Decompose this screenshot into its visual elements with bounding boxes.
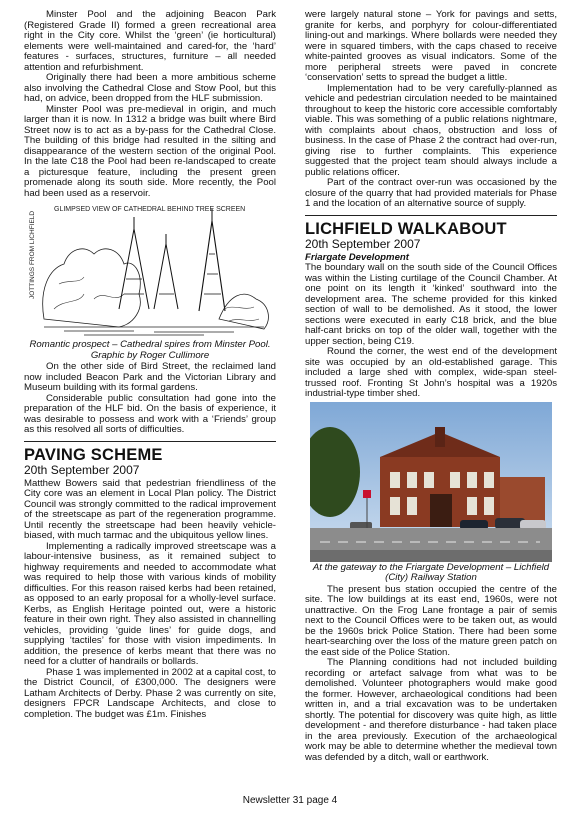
right-column xyxy=(305,10,557,763)
section-title-paving: PAVING SCHEME xyxy=(24,445,163,464)
body-paragraph: On the other side of Bird Street, the reclaimed land now included Beacon Park and the Victorian Library and Museum building with its formal gardens. xyxy=(24,361,276,393)
body-paragraph: Originally there had been a more ambitious scheme also involving the Cathedral Close and Stow Pool, but this had, on advice, been dropped from the HLF submission. xyxy=(24,72,276,104)
section-divider xyxy=(24,441,276,442)
cathedral-sketch-drawing xyxy=(24,199,276,339)
body-paragraph: Implementation had to be very carefully-planned as vehicle and pedestrian circulation needed to be maintained throughout to keep the historic core accessible comfortably viable. This was something of a public relations nightmare, with complaints about chaos, obstruction and loss of business. In the case of Phase 2 the contract had over-run, giving rise to further complaints. This experience suggested that the project team should always include a public relations officer. xyxy=(305,82,557,178)
photo-caption: At the gateway to the Friargate Development – Lichfield (City) Railway Station xyxy=(312,561,550,583)
section-date: 20th September 2007 xyxy=(305,236,421,251)
sketch-label-top: GLIMPSED VIEW OF CATHEDRAL BEHIND TREE SCREEN xyxy=(54,206,246,213)
body-paragraph: Phase 1 was implemented in 2002 at a capital cost, to the District Council, of £300,000. The designers were Latham Architects of Derby. Phase 2 was currently on site, designers FPCR Landscape Architects, and close to completion. The budget was £1m. Finishes xyxy=(24,666,276,720)
body-paragraph: Matthew Bowers said that pedestrian friendliness of the City core was an element in Local Plan policy. The District Council was strongly committed to the radical improvement of the streetscape as part of the regeneration programme. Until recently the streetscape had been heavily vehicle-biased, with much tarmac and the ubiquitous yellow lines. xyxy=(24,477,276,541)
page-footer: Newsletter 31 page 4 xyxy=(242,795,338,806)
body-paragraph: Minster Pool and the adjoining Beacon Park (Registered Grade II) formed a green recreational area right in the City core. Whilst the ‘green’ (ie horticultural) elements were well-maintained and cared-for, the ‘hard’ features - surfaces, structures, furniture – all needed attention and refurbishment. xyxy=(24,9,276,73)
section-title-walkabout: LICHFIELD WALKABOUT xyxy=(305,219,507,238)
subheading: Friargate Development xyxy=(305,251,409,263)
body-paragraph: The boundary wall on the south side of the Council Offices was within the Listing curtilage of the Council Chamber. At one point on its length it ‘kinked’ southward into the development area. The scheme provided for this kinked section of wall to be demolished. As it stood, the lower sections were executed in early C18 brick, and the blue half-cant bricks on top of the older wall, together with the upper section, being C19. xyxy=(305,262,557,347)
body-paragraph: Minster Pool was pre-medieval in origin, and much larger than it is now. In 1312 a bridge was built where Bird Street now is to act as a by-pass for the Cathedral Close. The building of this bridge had resulted in the silting and disappearance of the western section of the original Pool. In the late C18 the Pool had been re-landscaped to create a picturesque feature, including the present green promenade along its south side. More recently, the Pool had been used as a reservoir. xyxy=(24,103,276,199)
section-date: 20th September 2007 xyxy=(24,462,140,477)
railway-station-image xyxy=(310,402,552,562)
body-paragraph: The Planning conditions had not included building recording or artefact salvage from what was to be demolished. Volunteer photographers would make good the former. However, archaeological conditions had been written in, and a trial excavation was to be undertaken shortly. The potential for discovery was quite high, as little development - and therefore disturbance - had taken place in the area previously. Execution of the archaeological work may be able to determine whether the medieval town was defended by a ditch, wall or earthwork. xyxy=(305,657,557,763)
body-paragraph: were largely natural stone – York for pavings and setts, granite for kerbs, and porphyry for colour-differentiated lining-out and markings. Where bollards were needed they were in squared timbers, with the caps chased to receive white-painted grooves as visual indicators. Some of the more peripheral streets were paved in concrete ‘conservation’ setts to spread the budget a little. xyxy=(305,9,557,83)
left-column xyxy=(24,10,276,720)
sketch-caption: Romantic prospect – Cathedral spires from Minster Pool. Graphic by Roger Cullimore xyxy=(29,339,271,361)
sketch-label-side: JOTTINGS FROM LICHFIELD xyxy=(29,210,36,299)
cathedral-sketch xyxy=(24,199,276,339)
body-paragraph: Considerable public consultation had gone into the preparation of the HLF bid. On the basis of experience, it was desirable to possess and work with a ‘Friends’ group as this resolved all sorts of difficulties. xyxy=(24,392,276,435)
body-paragraph: Implementing a radically improved streetscape was a labour-intensive business, as it remained subject to highway requirements and needed to accommodate what was required to help those with various kinds of mobility difficulties. For this reason raised kerbs had been retained, as opposed to an early proposal for a wholly-level surface. Kerbs, as English Heritage pointed out, were a historic feature in their own right. They also assisted in channelling vehicles, providing ‘guide lines’ for guide dogs, and supplying ‘tactiles’ for those with vision impediments. In addition, the presence of kerbs meant that there was no need for a clutter of handrails or bollards. xyxy=(24,540,276,667)
body-paragraph: Part of the contract over-run was occasioned by the closure of the quarry that had provided materials for Phase 1 and the location of an alternative source of supply. xyxy=(305,177,557,209)
body-paragraph: Round the corner, the west end of the development site was occupied by an old-established garage. This included a large shed with complex, wide-span steel-trussed roof. Fronting St John’s hospital was a 1920s industrial-type timber shed. xyxy=(305,346,557,399)
railway-station-photo xyxy=(310,402,552,562)
body-paragraph: The present bus station occupied the centre of the site. The low buildings at its east end, 1960s, were not unattractive. On the Frog Lane frontage a pair of semis next to the Council Offices were to be taken out, as would be the 1960s brick Police Station. There had been some heart-searching over the loss of the mature green patch on the east side of the Police Station. xyxy=(305,583,557,658)
section-divider xyxy=(305,215,557,216)
